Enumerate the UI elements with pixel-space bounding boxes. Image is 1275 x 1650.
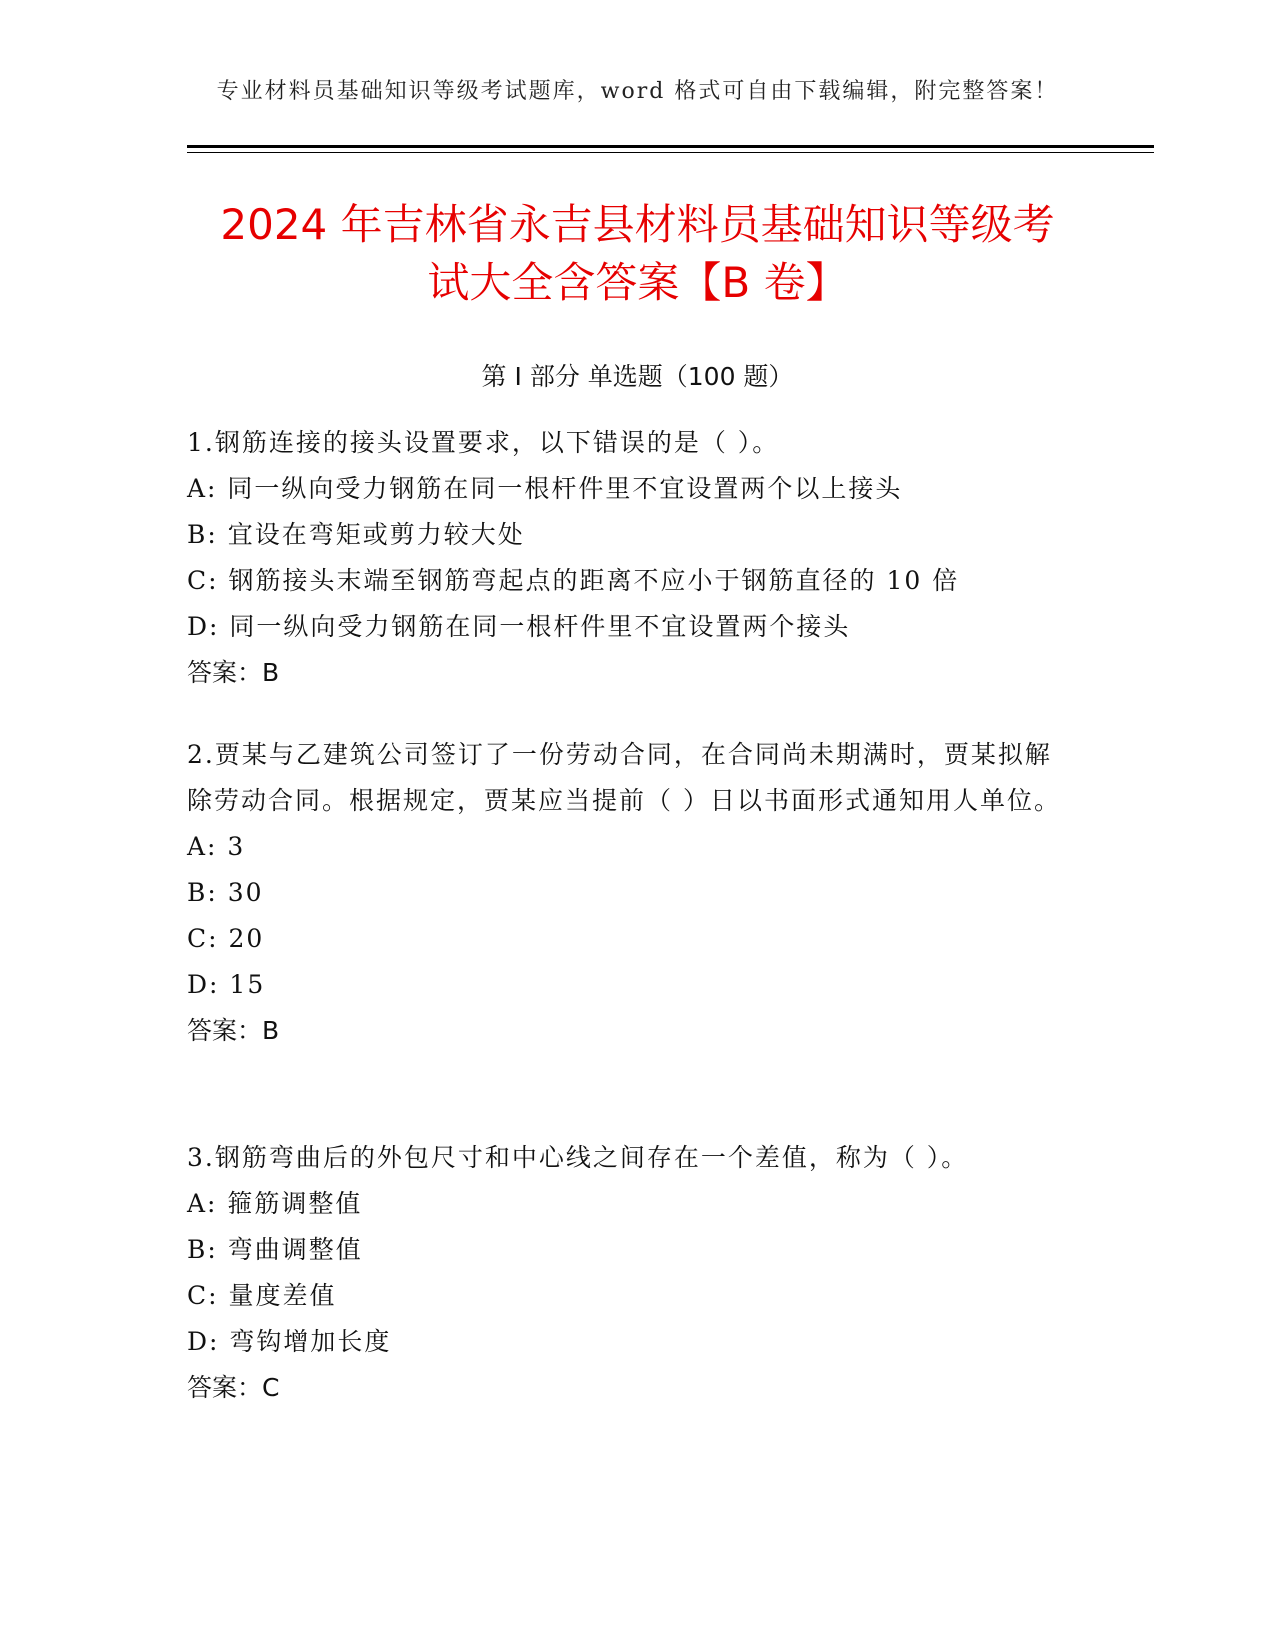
option-b: B: 宜设在弯矩或剪力较大处 bbox=[187, 520, 525, 549]
option-b: B: 30 bbox=[187, 878, 264, 907]
option-a: A: 同一纵向受力钢筋在同一根杆件里不宜设置两个以上接头 bbox=[187, 474, 903, 503]
answer: 答案：B bbox=[187, 658, 280, 687]
question-2 bbox=[187, 732, 1077, 1054]
question-text: 1.钢筋连接的接头设置要求，以下错误的是（ ）。 bbox=[187, 428, 780, 457]
question-3 bbox=[187, 1135, 1077, 1411]
section-heading: 第 I 部分 单选题（100 题） bbox=[481, 362, 794, 391]
question-1 bbox=[187, 420, 1077, 696]
answer: 答案：C bbox=[187, 1373, 280, 1402]
answer: 答案：B bbox=[187, 1016, 280, 1045]
document-title-line-2: 试大全含答案【B 卷】 bbox=[427, 258, 848, 307]
page-header-note: 专业材料员基础知识等级考试题库，word 格式可自由下载编辑，附完整答案！ bbox=[216, 79, 1059, 104]
option-b: B: 弯曲调整值 bbox=[187, 1235, 363, 1264]
document-title bbox=[170, 196, 1105, 312]
option-c: C: 量度差值 bbox=[187, 1281, 337, 1310]
option-a: A: 3 bbox=[187, 832, 246, 861]
option-d: D: 弯钩增加长度 bbox=[187, 1327, 392, 1356]
header-divider-thin bbox=[187, 152, 1154, 153]
option-c: C: 20 bbox=[187, 924, 265, 953]
option-d: D: 15 bbox=[187, 970, 266, 999]
question-text: 3.钢筋弯曲后的外包尺寸和中心线之间存在一个差值，称为（ ）。 bbox=[187, 1143, 969, 1172]
question-text: 2.贾某与乙建筑公司签订了一份劳动合同，在合同尚未期满时，贾某拟解除劳动合同。根据规定，贾某应当提前（ ）日以书面形式通知用人单位。 bbox=[187, 740, 1061, 815]
document-title-line-1: 2024 年吉林省永吉县材料员基础知识等级考 bbox=[220, 200, 1055, 249]
header-divider-thick bbox=[187, 145, 1154, 148]
option-a: A: 箍筋调整值 bbox=[187, 1189, 363, 1218]
option-d: D: 同一纵向受力钢筋在同一根杆件里不宜设置两个接头 bbox=[187, 612, 851, 641]
option-c: C: 钢筋接头末端至钢筋弯起点的距离不应小于钢筋直径的 10 倍 bbox=[187, 566, 960, 595]
